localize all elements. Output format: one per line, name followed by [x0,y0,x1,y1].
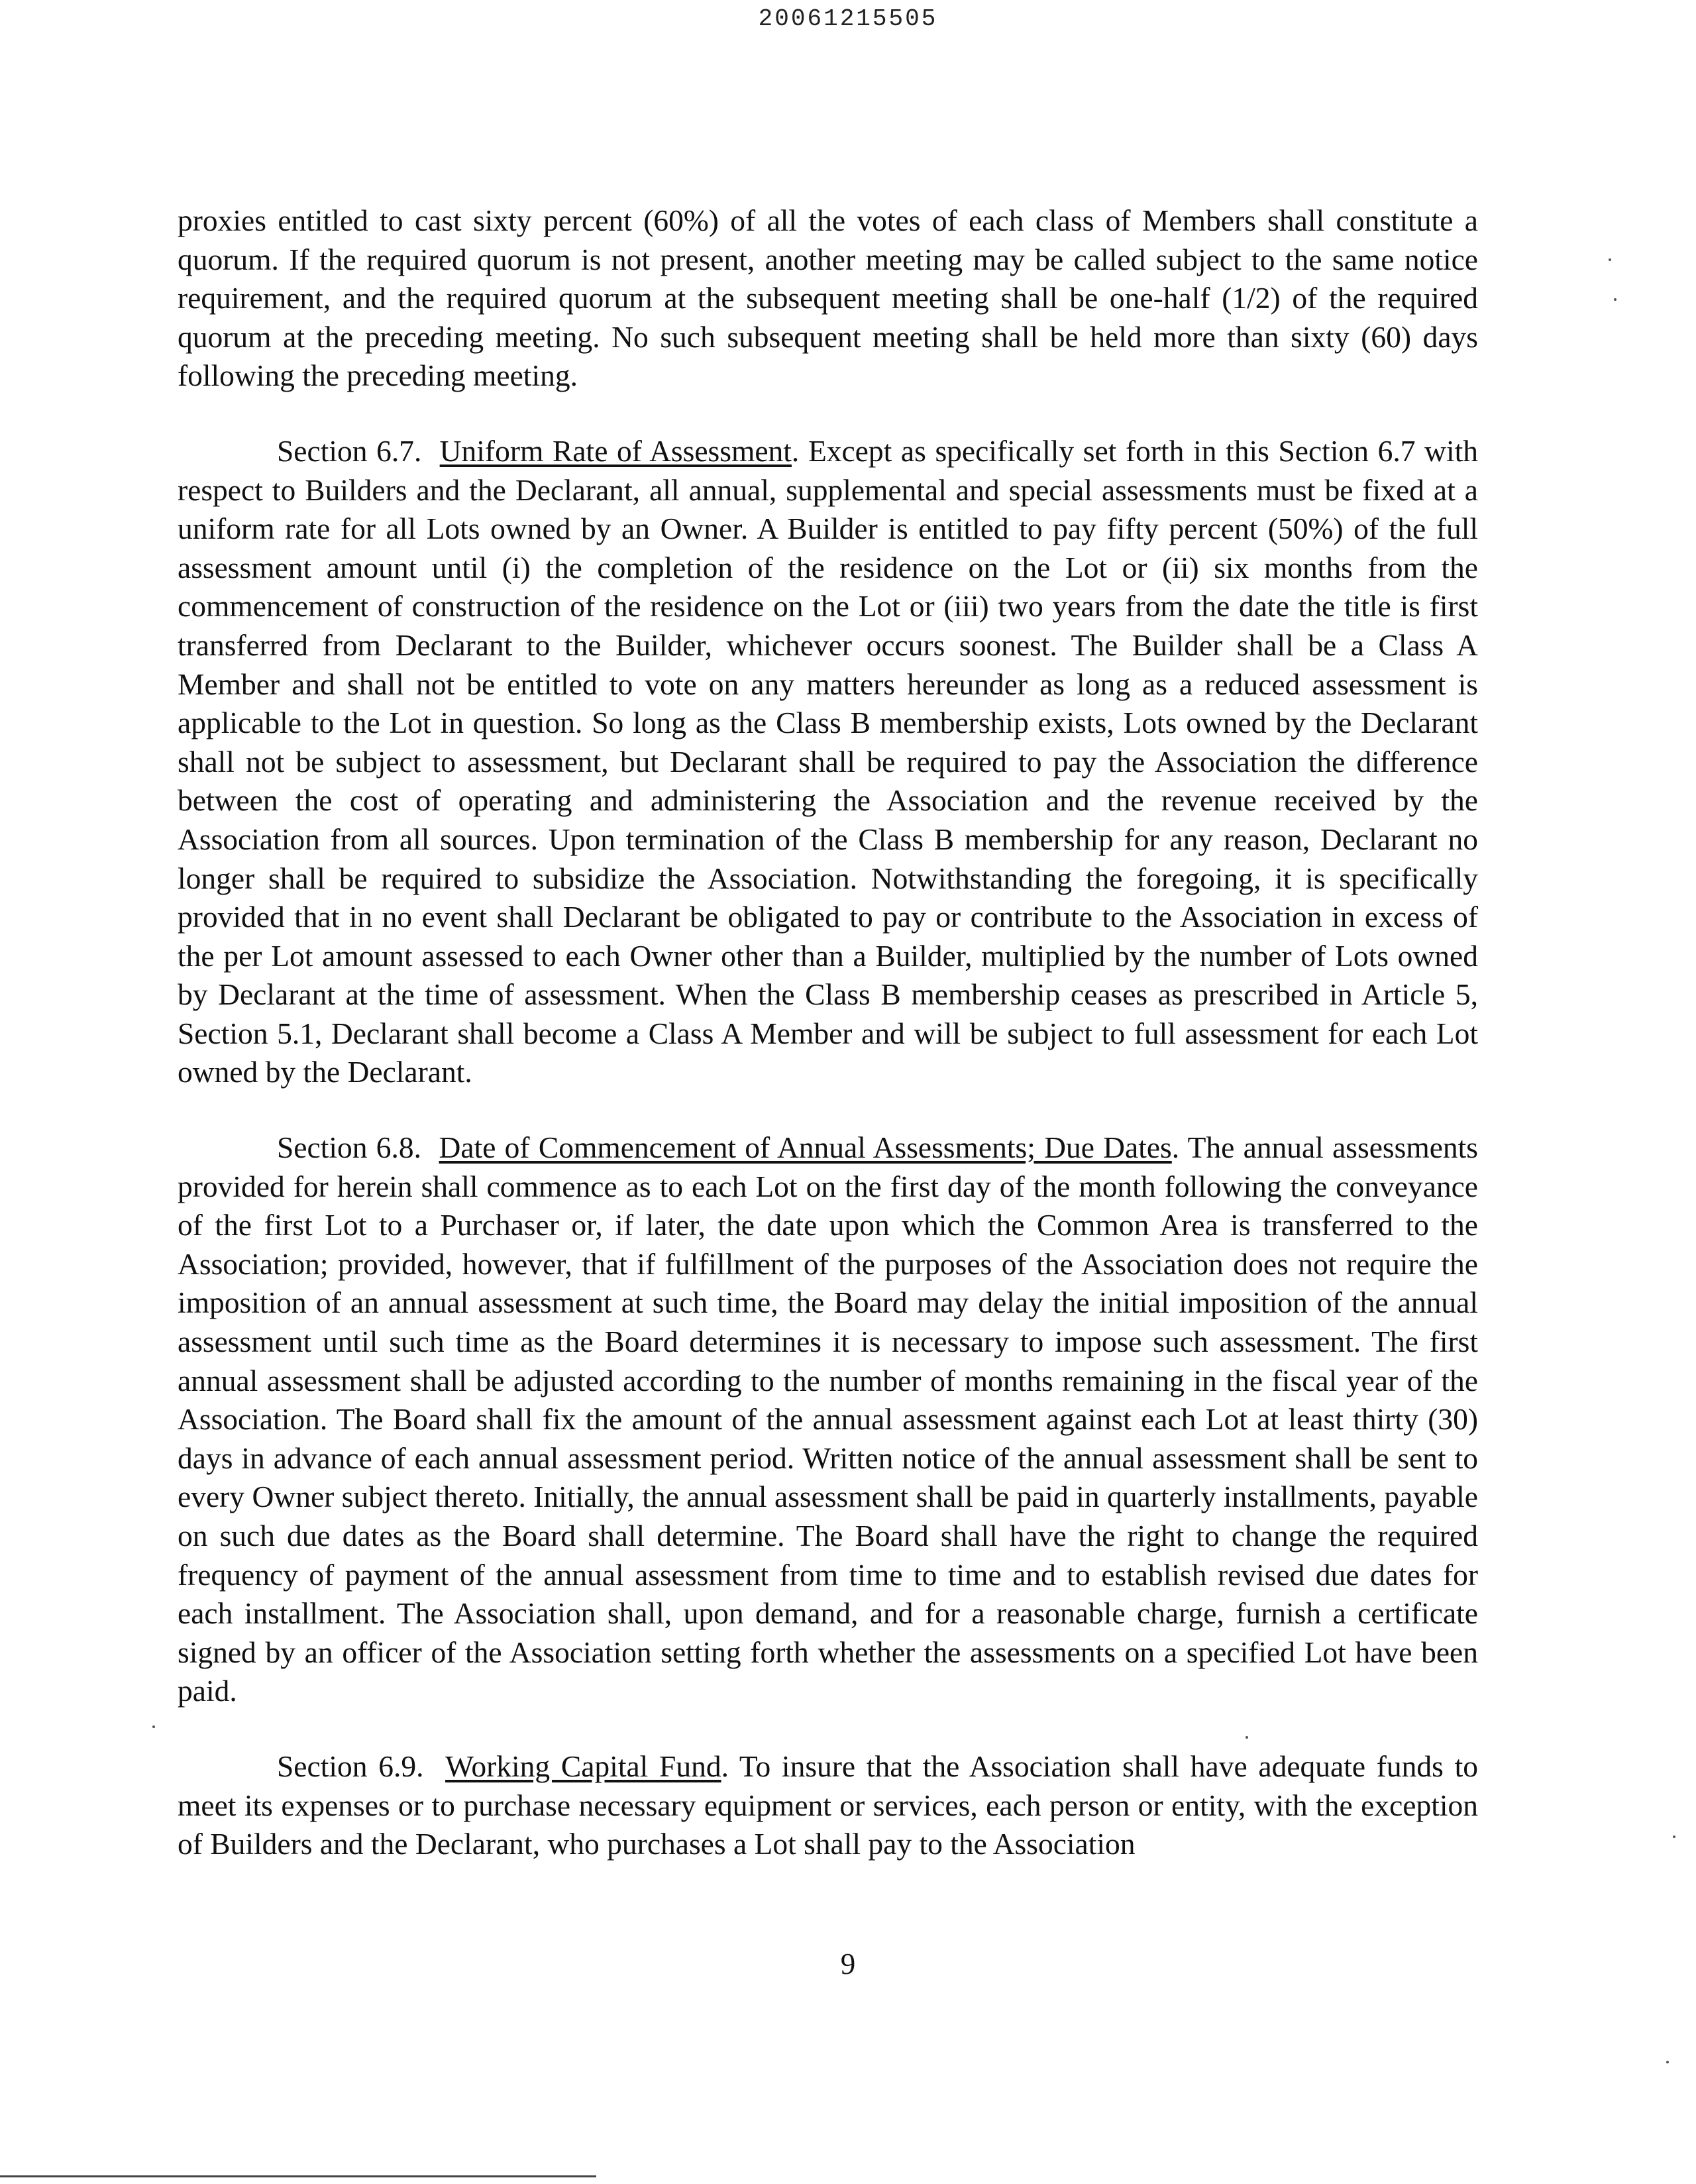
section-text: . Except as specifically set forth in this Section 6.7 with respect to Builders and the Declarant, all annual, supplemental and special assessments must be fixed at a uniform rate for all Lots owned by an Owner. A Builder is entitled to pay fifty percent (50%) of the full assessment amount until (i) the completion of the residence on the Lot or (ii) six months from the commencement of construction of the residence on the Lot or (iii) two years from the date the title is first transferred from Declarant to the Builder, whichever occurs soonest. The Builder shall be a Class A Member and shall not be entitled to vote on any matters hereunder as long as a reduced assessment is applicable to the Lot in question. So long as the Class B membership exists, Lots owned by the Declarant shall not be subject to assessment, but Declarant shall be required to pay the Association the difference between the cost of operating and administering the Association and the revenue received by the Association from all sources. Upon termination of the Class B membership for any reason, Declarant no longer shall be required to subsidize the Association. Notwithstanding the foregoing, it is specifically provided that in no event shall Declarant be obligated to pay or contribute to the Association in excess of the per Lot amount assessed to each Owner other than a Builder, multiplied by the number of Lots owned by Declarant at the time of assessment. When the Class B membership ceases as prescribed in Article 5, Section 5.1, Declarant shall become a Class A Member and will be subject to full assessment for each Lot owned by the Declarant. [178,433,1479,1089]
section-text: . To insure that the Association shall have adequate funds to meet its expenses or to purchase necessary equipment or services, each person or entity, with the exception of Builders and the Declarant, who purchases a Lot shall pay to the Association [178,1749,1478,1861]
section-number: Section 6.9. [277,1749,424,1783]
scan-speck [1666,2061,1669,2063]
scan-speck [1246,1736,1248,1739]
section-number: Section 6.7. [277,433,422,468]
page-number: 9 [840,1947,856,1981]
section-6-7 [178,432,1478,1092]
scan-speck [1614,298,1616,301]
scan-speck [1609,258,1611,261]
scan-speck [152,1725,155,1728]
paragraph-quorum-continuation [178,201,1478,396]
section-text: . The annual assessments provided for herein shall commence as to each Lot on the first day of the month following the conveyance of the first Lot to a Purchaser or, if later, the date upon which the Common Area is transferred to the Association; provided, however, that if fulfillment of the purposes of the Association does not require the imposition of an annual assessment at such time, the Board may delay the initial imposition of the annual assessment until such time as the Board determines it is necessary to impose such assessment. The first annual assessment shall be adjusted according to the number of months remaining in the fiscal year of the Association. The Board shall fix the amount of the annual assessment against each Lot at least thirty (30) days in advance of each annual assessment period. Written notice of the annual assessment shall be sent to every Owner subject thereto. Initially, the annual assessment shall be paid in quarterly installments, payable on such due dates as the Board shall determine. The Board shall have the right to change the required frequency of payment of the annual assessment from time to time and to establish revised due dates for each installment. The Association shall, upon demand, and for a reasonable charge, furnish a certificate signed by an officer of the Association setting forth whether the assessments on a specified Lot have been paid. [178,1130,1479,1708]
scan-speck [1673,1835,1675,1838]
section-6-8 [178,1128,1478,1711]
paragraph-text: proxies entitled to cast sixty percent (60%) of all the votes of each class of Members shall constitute a quorum. If the required quorum is not present, another meeting may be called subject to the same notice requirement, and the required quorum at the subsequent meeting shall be one-half (1/2) of the required quorum at the preceding meeting. No such subsequent meeting shall be held more than sixty (60) days following the preceding meeting. [178,203,1478,393]
section-number: Section 6.8. [277,1130,421,1165]
scan-edge-line [0,2175,596,2177]
section-6-9 [178,1747,1478,1864]
document-number: 20061215505 [758,5,938,32]
page-body [178,201,1478,1864]
section-heading: Working Capital Fund [445,1749,721,1783]
section-heading: Date of Commencement of Annual Assessments; Due Dates [439,1130,1172,1165]
section-heading: Uniform Rate of Assessment [439,433,792,468]
